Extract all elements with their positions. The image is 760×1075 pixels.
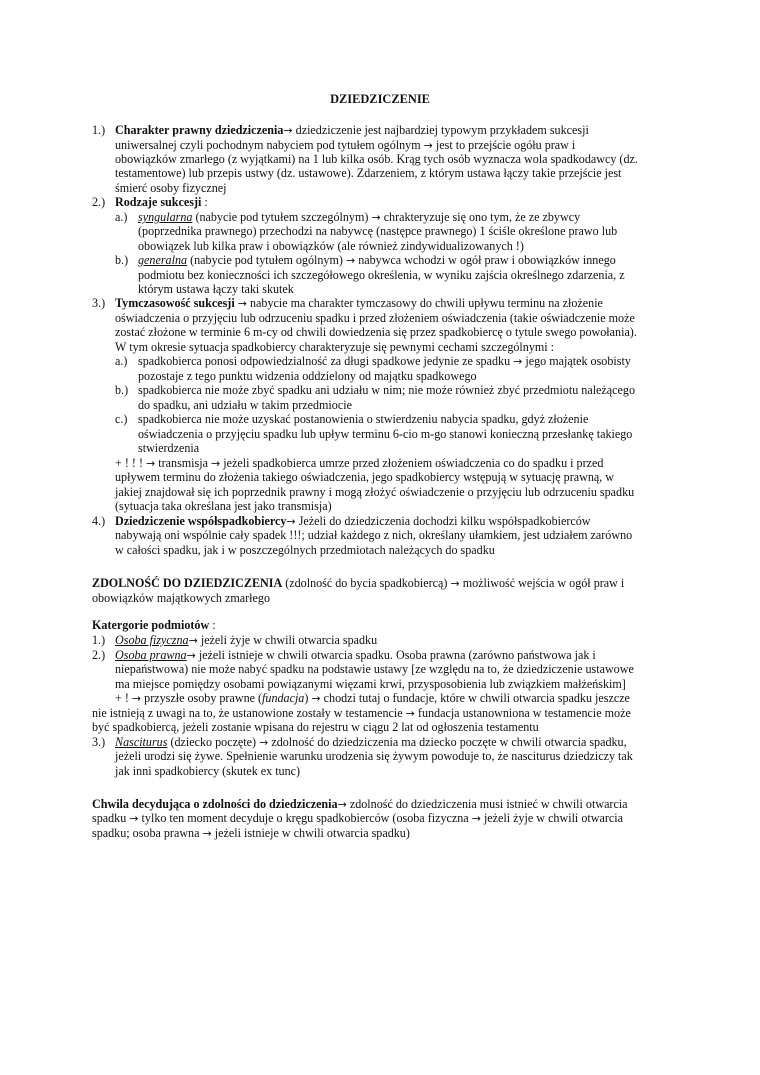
s1-number: 1.)	[92, 123, 106, 137]
arrow-icon: →	[211, 457, 221, 470]
s2-b-line-2: podmiotu bez konieczności ich szczegółowego określenia, w wyniku zajścia określnego zdarzenia, z	[138, 268, 625, 282]
text-span: :	[201, 195, 208, 209]
s2-number: 2.)	[92, 195, 106, 209]
term-syngularna: syngularna	[138, 210, 193, 224]
text-span: jeżeli istnieje w chwili otwarcia spadku. Osoba prawna (zarówno państwowa jak i	[198, 648, 596, 662]
s3-c-line-2: oświadczenia o przyjęciu spadku lub upływ terminu 6-cio m-go stanowi konieczną przesłankę takiego	[138, 427, 633, 441]
arrow-icon: →	[259, 736, 269, 749]
text-span: możliwość wejścia w ogół praw i	[462, 576, 625, 590]
text-span: jego majątek osobisty	[525, 354, 631, 368]
arrow-icon: →	[513, 355, 523, 368]
s3-a-number: a.)	[115, 354, 128, 368]
s3-c-number: c.)	[115, 412, 128, 426]
s1-line-5: śmierć osoby fizycznej	[115, 181, 227, 195]
arrow-icon: →	[450, 577, 460, 590]
text-span: )	[304, 691, 309, 705]
s3-a-line-2: pozostaje z tego punktu widzenia oddzielony od majątku spadkowego	[138, 369, 477, 383]
text-span: fundacja ustanowniona w testamencie może	[417, 706, 631, 720]
s1-line-3: obowiązków zmarłego (z wyjątkami) na 1 lub kilka osób. Krąg tych osób wyznacza wola spadkodawcy (dz.	[115, 152, 638, 166]
text-span: jeżeli istnieje w chwili otwarcia spadku)	[214, 826, 410, 840]
chwila-line-3	[92, 826, 410, 841]
s3-line-1	[115, 296, 603, 311]
text-span: dziedziczenie jest najbardziej typowym przykładem sukcesji	[295, 123, 589, 137]
text-span: jeżeli żyje w chwili otwarcia spadku	[200, 633, 378, 647]
document-title: DZIEDZICZENIE	[330, 92, 430, 106]
term-generalna: generalna	[138, 253, 188, 267]
s3-a-line-1	[138, 354, 631, 369]
s3-line-2: oświadczenia o przyjęciu lub odrzuceniu spadku i przed złożeniem oświadczenia (takie oświadczenie może	[115, 311, 635, 325]
s4-heading: Dziedziczenie współspadkobiercy	[115, 514, 287, 528]
arrow-icon: →	[471, 812, 481, 825]
kategorie-heading: Katergorie podmiotów	[92, 618, 210, 632]
text-span: spadku; osoba prawna	[92, 826, 200, 840]
text-span: (nabycie pod tytułem szczególnym)	[195, 210, 369, 224]
text-span: nabycie ma charakter tymczasowy do chwili upływu terminu na złożenie	[249, 296, 603, 310]
arrow-icon: →	[237, 297, 247, 310]
k1-line	[115, 633, 377, 648]
text-span: zdolność do dziedziczenia ma dziecko poczęte w chwili otwarcia spadku,	[271, 735, 627, 749]
s2-a-line-2: (poprzednika prawnego) przechodzi na nabywcę (następce prawnego) 1 ściśle określone prawo lub	[138, 224, 618, 238]
s3-plus-line-3: jakiej znajdował się ich poprzednik prawny i mogą złożyć oświadczenie o przyjęciu lub odrzuceniu spadku	[115, 485, 635, 499]
text-span: + ! ! !	[115, 456, 143, 470]
arrow-icon: →	[405, 707, 415, 720]
text-span: jeżeli spadkobierca umrze przed złożeniem oświadczenia co do spadku i przed	[223, 456, 604, 470]
text-span: spadkobierca ponosi odpowiedzialność za długi spadkowe jedynie ze spadku	[138, 354, 511, 368]
s3-plus-line-4: (sytuacja taka określana jest jako transmisja)	[115, 499, 332, 513]
zdolnosc-line-1	[92, 576, 624, 591]
arrow-icon: →	[283, 124, 293, 137]
text-span: (zdolność do bycia spadkobiercą)	[285, 576, 448, 590]
s2-a-line-3: obowiązek lub kilka praw i obowiązków (ale również zindywidualizowanych !)	[138, 239, 524, 253]
zdolnosc-line-2: obowiązków majątkowych zmarłego	[92, 591, 270, 605]
term-osoba-prawna: Osoba prawna	[115, 648, 187, 662]
text-span: tylko ten moment decyduje o kręgu spadkobierców (osoba fizyczna	[141, 811, 469, 825]
k2-line-2: niepaństwowa) nie może nabyć spadku na podstawie ustawy [ze względu na to, że dziedziczenie ustawowe	[115, 662, 634, 676]
s2-b-line-3: którym ustawa łączy taki skutek	[138, 282, 294, 296]
k2-line-6: być spadkobiercą, jeżeli zostanie wpisana do rejestru w ciągu 2 lat od ogłoszenia testamentu	[92, 720, 539, 734]
text-span: + !	[115, 691, 129, 705]
text-span: jeżeli żyje w chwili otwarcia	[483, 811, 623, 825]
text-span: uniwersalnej czyli pochodnym nabyciem pod tytułem ogólnym	[115, 138, 421, 152]
term-osoba-fizyczna: Osoba fizyczna	[115, 633, 189, 647]
k3-line-3: jak inni spadkobiercy (skutek ex tunc)	[115, 764, 301, 778]
s2-heading: Rodzaje sukcesji	[115, 195, 202, 209]
arrow-icon: →	[129, 812, 139, 825]
s2-heading-line	[115, 195, 208, 209]
s4-line-3: w całości spadku, jak i w poszczególnych przedmiotach należących do spadku	[115, 543, 495, 557]
s3-b-line-1: spadkobierca nie może zbyć spadku ani udziału w nim; nie może również zbyć przedmiotu należącego	[138, 383, 635, 397]
zdolnosc-heading: ZDOLNOŚĆ DO DZIEDZICZENIA	[92, 576, 283, 590]
s1-line-1	[115, 123, 589, 138]
s1-heading: Charakter prawny dziedziczenia	[115, 123, 284, 137]
arrow-icon: →	[188, 634, 198, 647]
s3-b-line-2: do spadku, ani udziału w takim przedmiocie	[138, 398, 352, 412]
s2-a-number: a.)	[115, 210, 128, 224]
text-span: transmisja	[158, 456, 208, 470]
text-span: jest to przejście ogółu praw i	[435, 138, 576, 152]
s3-heading: Tymczasowość sukcesji	[115, 296, 235, 310]
text-span: chrakteryzuje się ono tym, że ze zbywcy	[383, 210, 581, 224]
s1-line-4: testamentowe) lub przepis ustwy (dz. ustawowe). Zdarzeniem, z którym ustawa łączy takie przejście jest	[115, 166, 622, 180]
arrow-icon: →	[371, 211, 381, 224]
chwila-heading: Chwila decydująca o zdolności do dziedziczenia	[92, 797, 338, 811]
chwila-line-2	[92, 811, 623, 826]
arrow-icon: →	[337, 798, 347, 811]
s3-c-line-3: stwierdzenia	[138, 441, 200, 455]
text-span: przyszłe osoby prawne (	[144, 691, 263, 705]
s3-line-3: zostać złożone w terminie 6 m-cy od chwili dowiedzenia się przez spadkobiercę o tytule swego powołania).	[115, 325, 637, 339]
text-span: (dziecko poczęte)	[170, 735, 257, 749]
k3-number: 3.)	[92, 735, 106, 749]
text-span: nie istnieją z uwagi na to, że ustanowione zostały w testamencie	[92, 706, 403, 720]
arrow-icon: →	[146, 457, 156, 470]
s4-number: 4.)	[92, 514, 106, 528]
k3-line-2: jeżeli urodzi się żywe. Spełnienie warunku urodzenia się żywym powoduje to, że nasciturus dziedziczy tak	[115, 749, 633, 763]
text-span: fundacja	[262, 691, 305, 705]
arrow-icon: →	[131, 692, 142, 705]
text-span: Jeżeli do dziedziczenia dochodzi kilku współspadkobierców	[298, 514, 591, 528]
arrow-icon: →	[345, 254, 356, 267]
k2-line-4	[115, 691, 630, 706]
s4-line-2: nabywają oni wspólnie cały spadek !!!; udział każdego z nich, określany ułamkiem, jest udziałem zarówno	[115, 528, 633, 542]
text-span: :	[209, 618, 216, 632]
text-span: (nabycie pod tytułem ogólnym)	[190, 253, 343, 267]
s3-c-line-1: spadkobierca nie może uzyskać postanowienia o stwierdzeniu nabycia spadku, gdyż złożenie	[138, 412, 589, 426]
arrow-icon: →	[311, 692, 321, 705]
s3-number: 3.)	[92, 296, 106, 310]
arrow-icon: →	[202, 827, 212, 840]
arrow-icon: →	[286, 515, 296, 528]
s3-line-4: W tym okresie sytuacja spadkobiercy charakteryzuje się pewnymi cechami szczególnymi :	[115, 340, 555, 354]
text-span: spadku	[92, 811, 127, 825]
k2-number: 2.)	[92, 648, 106, 662]
k1-number: 1.)	[92, 633, 106, 647]
arrow-icon: →	[423, 139, 433, 152]
term-nasciturus: Nasciturus	[115, 735, 168, 749]
text-span: chodzi tutaj o fundacje, które w chwili otwarcia spadku jeszcze	[323, 691, 630, 705]
text-span: zdolność do dziedziczenia musi istnieć w chwili otwarcia	[349, 797, 628, 811]
text-span: nabywca wchodzi w ogół praw i obowiązków innego	[358, 253, 616, 267]
k2-line-3: ma miejsce pomiędzy osobami powiązanymi więzami krwi, przysposobienia lub związkiem małżeńskim]	[115, 677, 626, 691]
s3-plus-line-2: upływem terminu do złożenia takiego oświadczenia, jego spadkobiercy wstępują w sytuację prawną, w	[115, 470, 615, 484]
s2-b-line-1	[138, 253, 616, 268]
s3-b-number: b.)	[115, 383, 129, 397]
arrow-icon: →	[186, 649, 196, 662]
s2-b-number: b.)	[115, 253, 129, 267]
kategorie-heading-line	[92, 618, 216, 632]
